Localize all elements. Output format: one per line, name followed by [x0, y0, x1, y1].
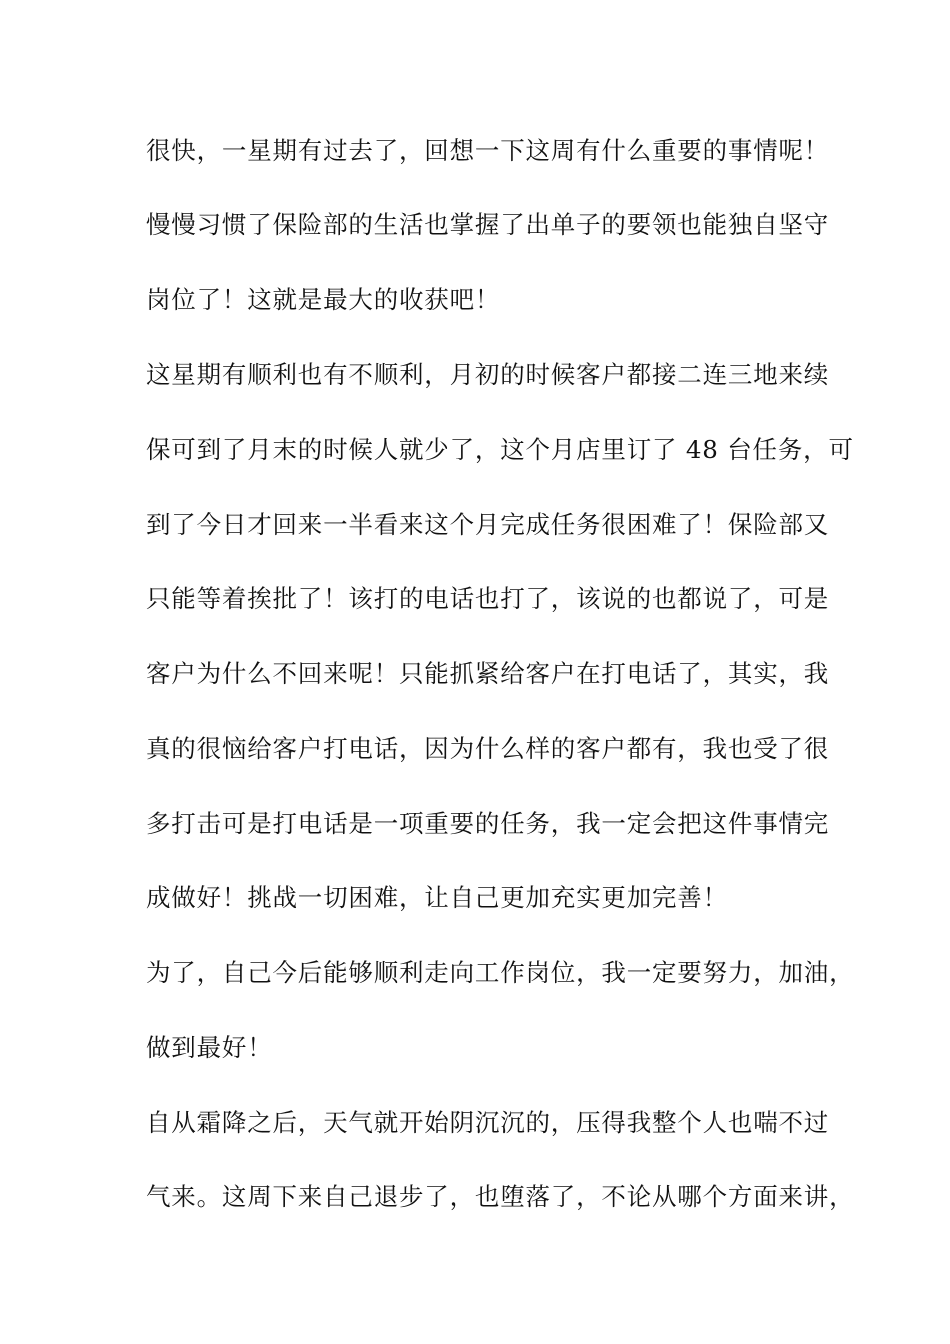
text-line: 气来。这周下来自己退步了，也堕落了，不论从哪个方面来讲， — [146, 1182, 855, 1211]
text-line: 客户为什么不回来呢！只能抓紧给客户在打电话了，其实，我 — [146, 659, 830, 688]
text-line: 保可到了月末的时候人就少了，这个月店里订了 48 台任务，可 — [146, 435, 854, 464]
text-line: 自从霜降之后，天气就开始阴沉沉的，压得我整个人也喘不过 — [146, 1108, 830, 1137]
text-line: 慢慢习惯了保险部的生活也掌握了出单子的要领也能独自坚守 — [146, 210, 830, 239]
text-line: 很快，一星期有过去了，回想一下这周有什么重要的事情呢！ — [146, 136, 830, 165]
text-line: 为了，自己今后能够顺利走向工作岗位，我一定要努力，加油， — [146, 958, 855, 987]
text-line: 做到最好！ — [146, 1033, 273, 1062]
text-line: 岗位了！这就是最大的收获吧！ — [146, 285, 501, 314]
text-line: 到了今日才回来一半看来这个月完成任务很困难了！保险部又 — [146, 510, 830, 539]
text-line: 只能等着挨批了！该打的电话也打了，该说的也都说了，可是 — [146, 584, 830, 613]
text-line: 多打击可是打电话是一项重要的任务，我一定会把这件事情完 — [146, 809, 830, 838]
text-line: 成做好！挑战一切困难，让自己更加充实更加完善！ — [146, 883, 728, 912]
text-line: 这星期有顺利也有不顺利，月初的时候客户都接二连三地来续 — [146, 360, 830, 389]
text-line: 真的很恼给客户打电话，因为什么样的客户都有，我也受了很 — [146, 734, 830, 763]
